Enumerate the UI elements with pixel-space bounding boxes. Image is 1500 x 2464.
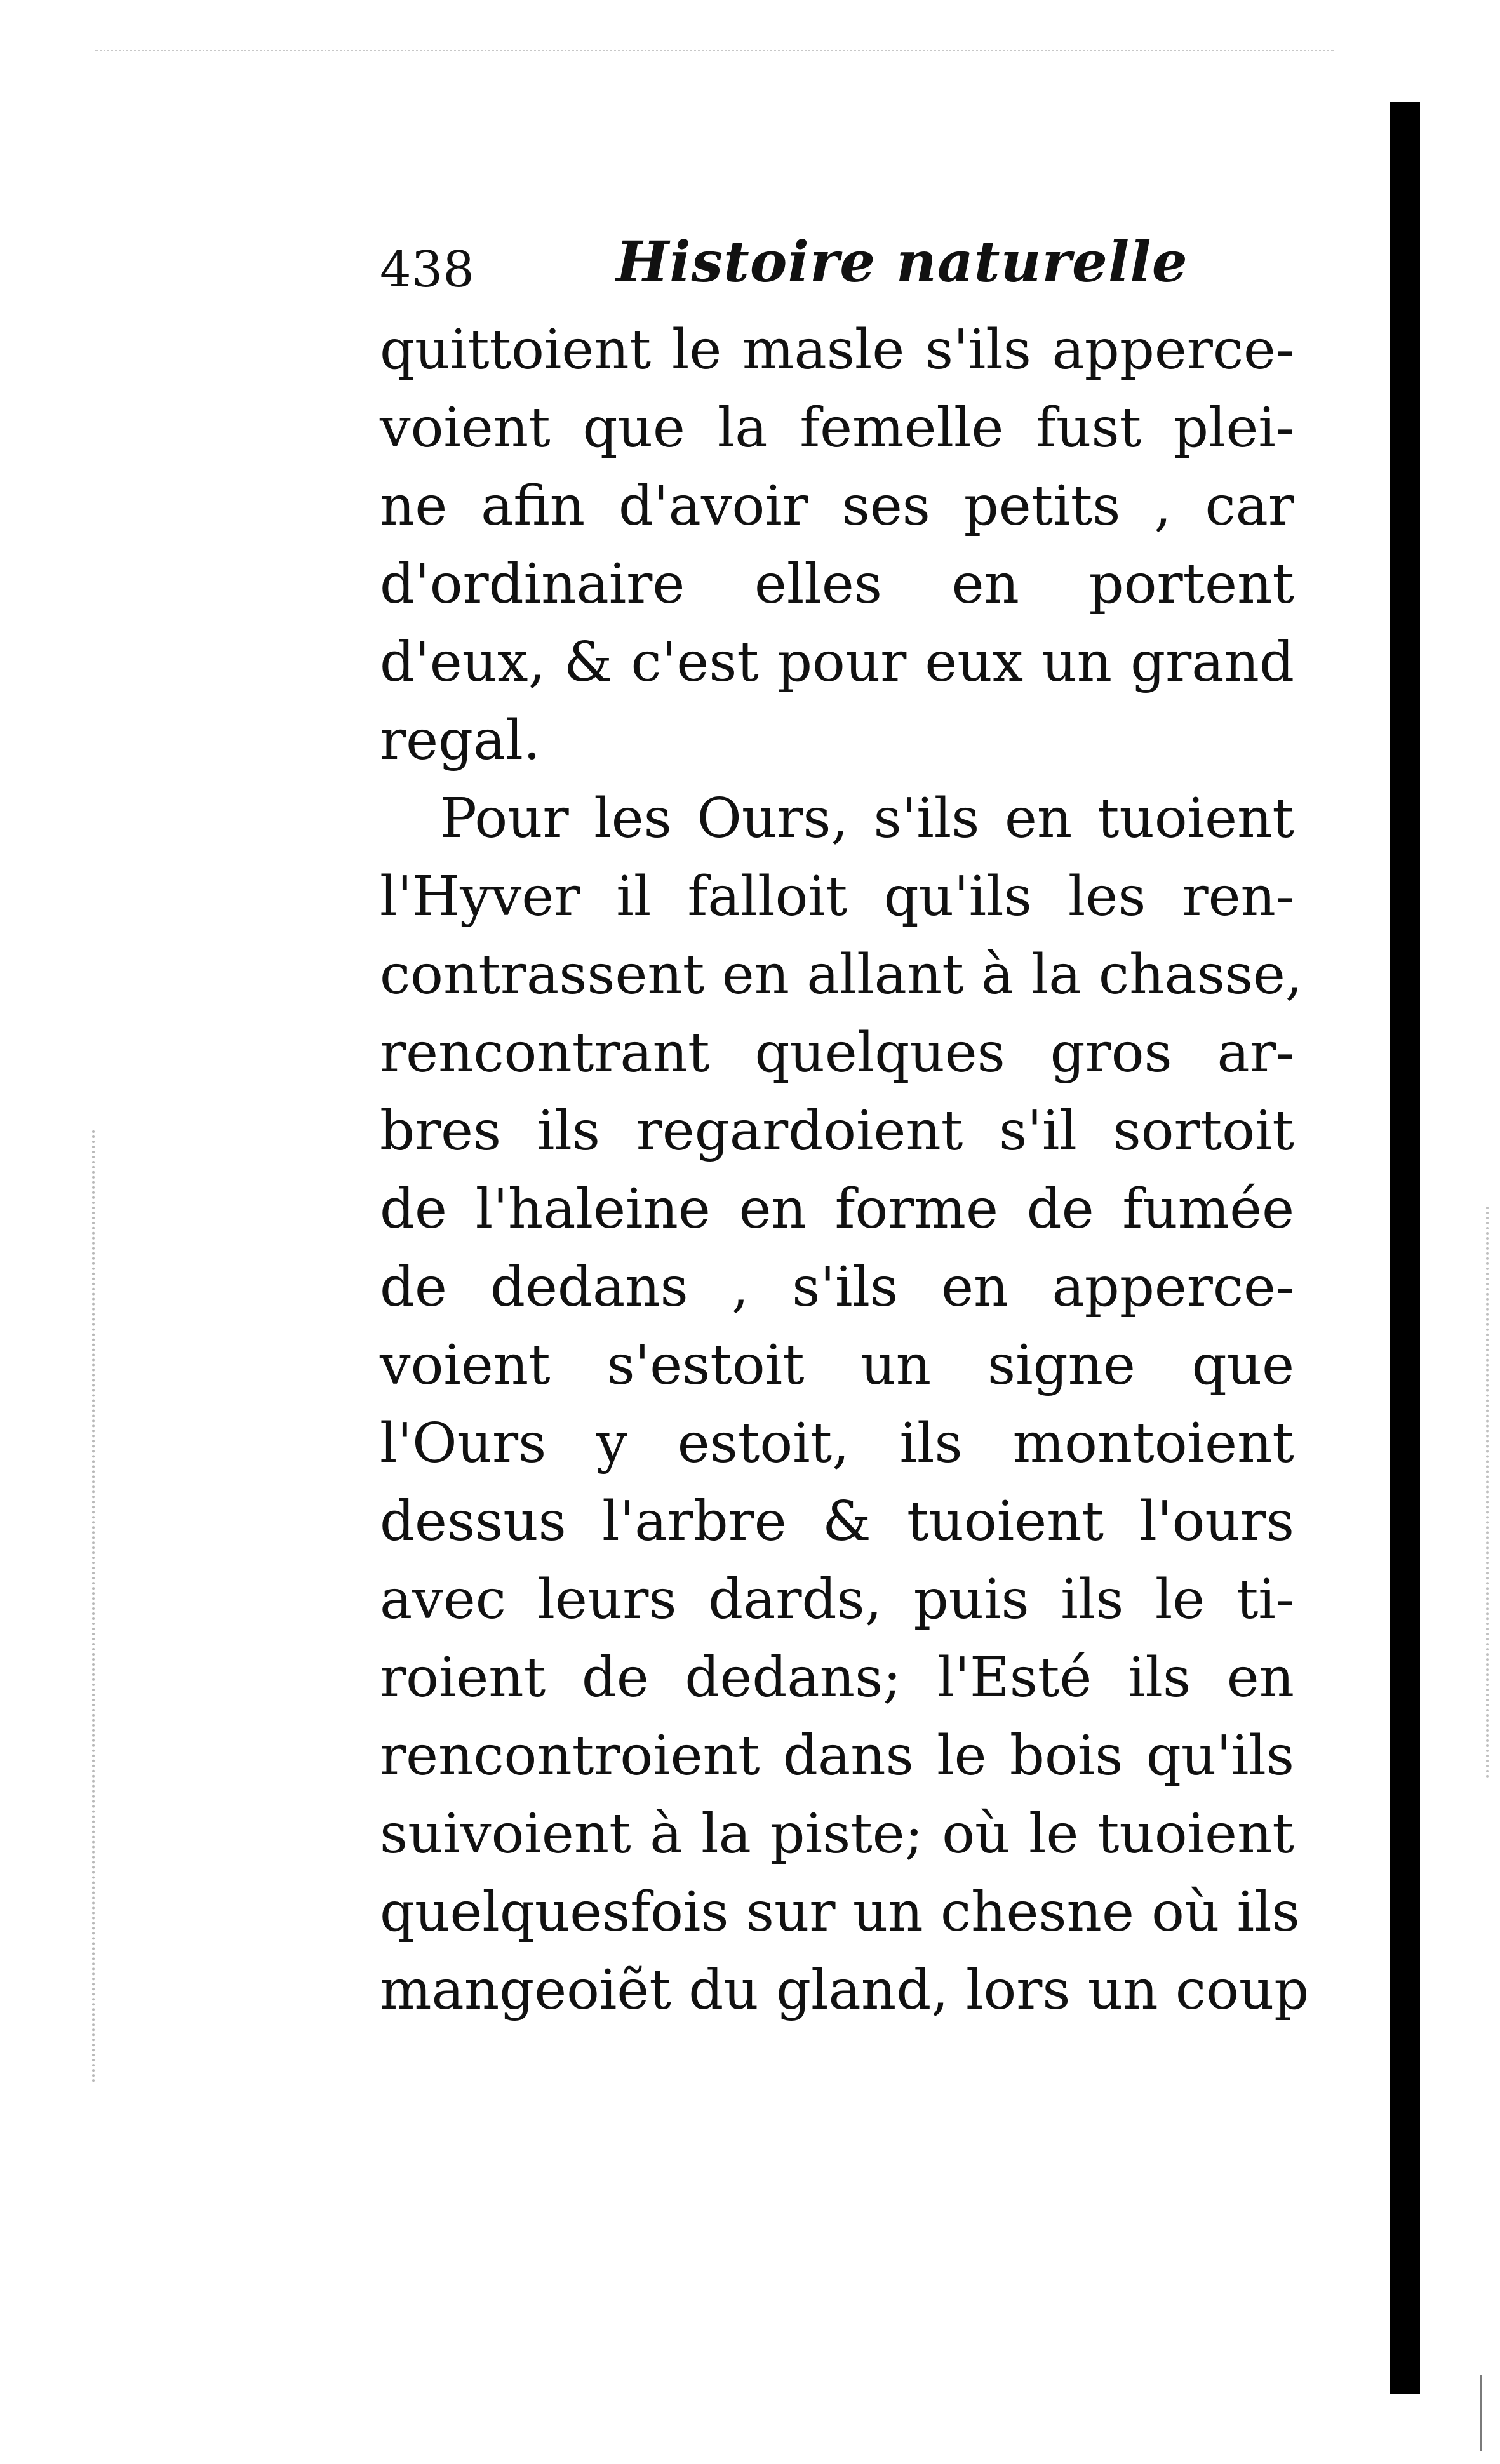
- text-line: dessus l'arbre & tuoient l'ours: [380, 1490, 1294, 1553]
- text-line: voient s'estoit un signe que: [380, 1334, 1294, 1397]
- binding-shadow-bar: [1390, 102, 1420, 2394]
- running-title: Histoire naturelle: [616, 229, 1188, 295]
- text-line: bres ils regardoient s'il sortoit: [380, 1099, 1294, 1163]
- text-line: de dedans , s'ils en apperce-: [380, 1255, 1294, 1319]
- text-line: regal.: [380, 709, 541, 772]
- text-line: avec leurs dards, puis ils le ti-: [380, 1568, 1294, 1631]
- text-line: Pour les Ours, s'ils en tuoient: [440, 787, 1294, 850]
- text-line: l'Ours y estoit, ils montoient: [380, 1412, 1294, 1475]
- running-head: [380, 230, 1307, 300]
- text-line: de l'haleine en forme de fumée: [380, 1177, 1294, 1241]
- text-line: d'eux, & c'est pour eux un grand: [380, 631, 1294, 694]
- page-number: 438: [380, 241, 474, 298]
- text-line: voient que la femelle fust plei-: [380, 396, 1294, 460]
- body-text: [380, 311, 1309, 2030]
- text-line: rencontroient dans le bois qu'ils: [380, 1724, 1294, 1788]
- text-line: d'ordinaire elles en portent: [380, 552, 1294, 616]
- text-line: contrassent en allant à la chasse,: [380, 943, 1303, 1007]
- scan-speckle-top: [95, 50, 1334, 51]
- scan-speckle-left: [92, 1130, 95, 2083]
- scan-speckle-right: [1486, 1207, 1489, 1778]
- text-line: rencontrant quelques gros ar-: [380, 1021, 1294, 1085]
- text-line: l'Hyver il falloit qu'ils les ren-: [380, 865, 1294, 928]
- text-line: roient de dedans; l'Esté ils en: [380, 1646, 1294, 1710]
- text-line: mangeoiẽt du gland, lors un coup: [380, 1958, 1309, 2022]
- text-line: quelquesfois sur un chesne où ils: [380, 1880, 1300, 1944]
- text-line: suivoient à la piste; où le tuoient: [380, 1802, 1294, 1866]
- text-line: quittoient le masle s'ils apperce-: [380, 318, 1294, 382]
- text-line: ne afin d'avoir ses petits , car: [380, 474, 1294, 538]
- page-edge-line: [1480, 2375, 1482, 2451]
